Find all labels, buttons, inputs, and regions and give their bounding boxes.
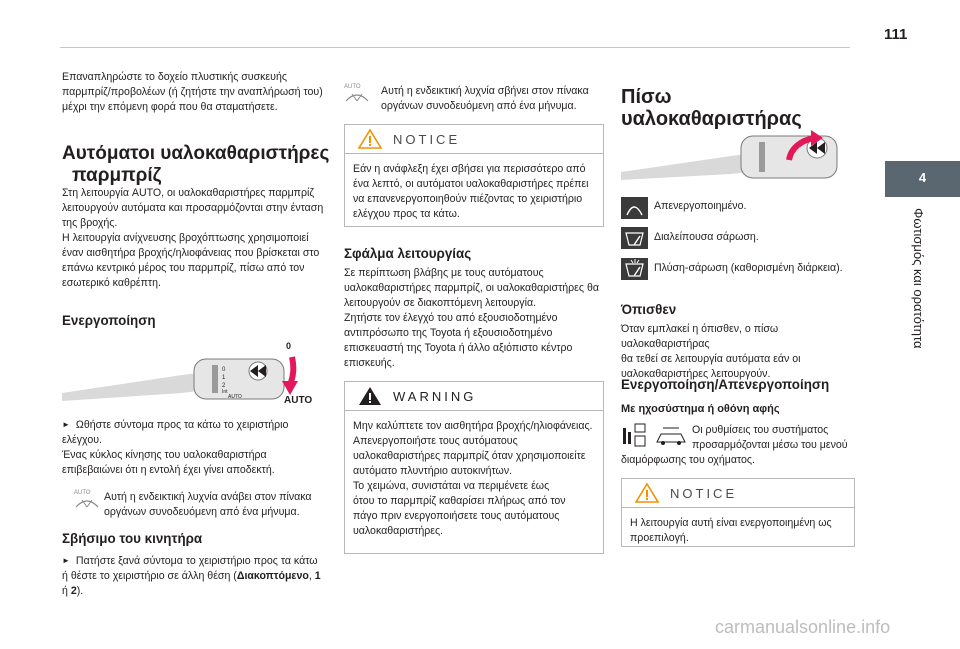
col1-intro: Επαναπληρώστε το δοχείο πλυστικής συσκευής παρμπρίζ/προβολέων (ή ζητήστε την αναπλήρωσή του) μέχρι την επόμενη φορά που θα σταματήσετε. <box>62 71 323 113</box>
mark-auto: AUTO <box>228 394 242 400</box>
notice-box-2: NOTICE Η λειτουργία αυτή είναι ενεργοποιημένη ως προεπιλογή. <box>621 478 855 547</box>
notice-title: NOTICE <box>393 131 461 147</box>
auto-on-text: Αυτή η ενδεικτική λυχνία ανάβει στον πίνακα οργάνων συνοδευόμενη από ένα μήνυμα. <box>104 491 312 518</box>
chapter-label: Φωτισμός και ορατότητα <box>911 208 926 349</box>
rear-wiper-state-intermittent: Διαλείπουσα σάρωση. <box>654 231 759 243</box>
auto-indicator-icon: AUTO <box>74 490 102 514</box>
fault-text: Σε περίπτωση βλάβης με τους αυτόματους υαλοκαθαριστήρες παρμπρίζ, οι υαλοκαθαριστήρες θα λειτουργούν σε διακοπτόμενη λειτουργία. Ζητήστε τον έλεγχό του από εξουσιοδοτημένο αντιπρόσωπο της Toyota ή εξουσιοδοτημένο επισκευαστή της Toyota ή άλλο αξιόπιστο κέντρο επισκευής. <box>344 267 599 369</box>
notice-icon-2 <box>634 482 660 504</box>
watermark: carmanualsonline.info <box>715 617 891 637</box>
mark-0: 0 <box>222 367 226 373</box>
onoff-heading: Ενεργοποίηση/Απενεργοποίηση <box>621 377 830 392</box>
warning-icon <box>357 385 383 407</box>
reverse-text: Όταν εμπλακεί η όπισθεν, ο πίσω υαλοκαθαριστήρας θα τεθεί σε λειτουργία αυτόματα εάν οι υαλοκαθαριστήρες λειτουργούν. <box>621 323 801 380</box>
header-rule <box>60 47 850 48</box>
fault-heading: Σφάλμα λειτουργίας <box>344 246 472 261</box>
rear-wiper-title: Πίσω υαλοκαθαριστήρας <box>621 86 802 130</box>
mark-1: 1 <box>222 375 226 381</box>
warning-box: WARNING Μην καλύπτετε τον αισθητήρα βροχής/ηλιοφάνειας. Απενεργοποιήστε τους αυτόματους υαλοκαθαριστήρες παρμπρίζ όταν χρησιμοποιείτε αυτόματο πλυντήριο αυτοκινήτων. Το χειμώνα, συνιστάται να περιμένετε έως ότου το παρμπρίζ καθαρίσει πλήρως από τον πάγο πριν ενεργοποιήσετε τους αυτόματους υαλοκαθαριστήρες. <box>344 381 604 554</box>
page-number: 111 <box>884 26 908 43</box>
system-heading: Με ηχοσύστημα ή οθόνη αφής <box>621 403 780 415</box>
infotainment-icons <box>621 422 689 448</box>
front-wiper-stalk-diagram <box>62 335 334 410</box>
engine-stop-text: ► Πατήστε ξανά σύντομα το χειριστήριο προς τα κάτω ή θέστε το χειριστήριο σε άλλη θέση (Διακοπτόμενο, 1 ή 2). <box>62 554 334 599</box>
chapter-number: 4 <box>918 170 927 185</box>
notice-box-1: NOTICE Εάν η ανάφλεξη έχει σβήσει για περισσότερο από ένα λεπτό, οι αυτόματοι υαλοκαθαριστήρες πρέπει να επανενεργοποιηθούν πιέζοντας το χειριστήριο ελέγχου προς τα κάτω. <box>344 124 604 227</box>
section-title-auto-wipers: Αυτόματοι υαλοκαθαριστήρες παρμπρίζ <box>62 143 330 186</box>
auto-off-text: Αυτή η ενδεικτική λυχνία σβήνει στον πίνακα οργάνων συνοδευόμενη από ένα μήνυμα. <box>381 85 589 112</box>
rear-wiper-state-wash: Πλύση-σάρωση (καθορισμένη διάρκεια). <box>654 262 843 274</box>
rear-wiper-intermittent-icon <box>621 227 648 249</box>
rear-wiper-stalk-diagram <box>621 110 853 190</box>
diagram-zero: 0 <box>286 341 292 351</box>
mark-int: Int <box>222 389 228 395</box>
notice-title-2: NOTICE <box>670 485 738 501</box>
engine-stop-heading: Σβήσιμο του κινητήρα <box>62 531 203 546</box>
system-text-side: Οι ρυθμίσεις του συστήματος προσαρμόζονται μέσω του μενού <box>692 424 848 451</box>
mark-2: 2 <box>222 383 226 389</box>
activation-heading: Ενεργοποίηση <box>62 313 156 328</box>
activation-step: ► Ωθήστε σύντομα προς τα κάτω το χειριστήριο ελέγχου. Ένας κύκλος κίνησης του υαλοκαθαριστήρα επιβεβαιώνει ότι η εντολή έχει γίνει αποδεκτή. <box>62 418 334 478</box>
rear-wiper-state-off: Απενεργοποιημένο. <box>654 200 747 212</box>
rear-wiper-off-icon <box>621 197 648 219</box>
warning-title: WARNING <box>393 388 477 404</box>
auto-indicator-icon-off: AUTO <box>344 84 372 108</box>
diagram-auto: AUTO <box>284 395 313 406</box>
system-text-bottom: διαμόρφωσης του οχήματος. <box>621 454 755 466</box>
notice-icon <box>357 128 383 150</box>
rear-wiper-wash-icon <box>621 258 648 280</box>
reverse-heading: Όπισθεν <box>621 302 677 317</box>
auto-wipers-description: Στη λειτουργία AUTO, οι υαλοκαθαριστήρες παρμπρίζ λειτουργούν αυτόματα και προσαρμόζονται στην ένταση της βροχής. Η λειτουργία ανίχνευσης βροχόπτωσης χρησιμοποιεί έναν αισθητήρα βροχής/ηλιοφάνειας που βρίσκεται στο επάνω κεντρικό μέρος του παρμπρίζ, πίσω από τον εσωτερικό καθρέπτη. <box>62 187 324 289</box>
